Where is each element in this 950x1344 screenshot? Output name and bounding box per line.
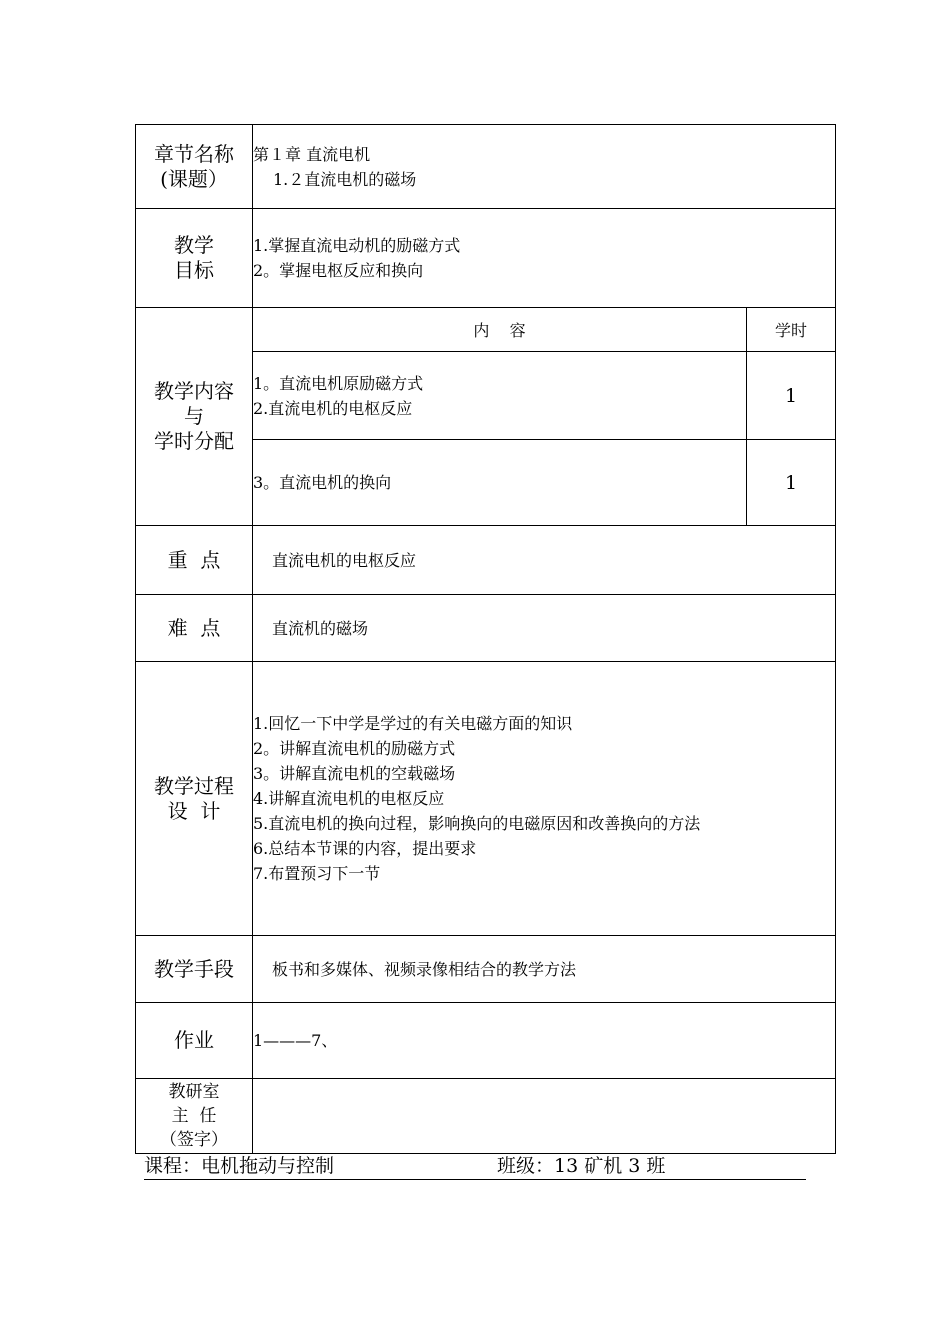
content-item-hours: 1: [747, 440, 836, 526]
content-item-line: 3。直流电机的换向: [253, 473, 392, 492]
signature-row: [136, 1079, 836, 1154]
signature-field[interactable]: [253, 1079, 836, 1154]
course-footer: [144, 1153, 806, 1180]
difficulty-label: 难 点: [136, 595, 253, 662]
content-column-header: 内 容: [253, 308, 747, 352]
homework-label: 作业: [136, 1003, 253, 1079]
chapter-label: [136, 125, 253, 209]
process-label-line: 教学过程: [154, 773, 234, 798]
signature-label-line: 教研室: [168, 1082, 220, 1102]
course-name: 课程：电机拖动与控制: [144, 1155, 335, 1177]
goals-value: [253, 209, 836, 308]
difficulty-value: 直流机的磁场: [253, 595, 836, 662]
goal-item: 1.掌握直流电动机的励磁方式: [253, 236, 461, 255]
content-item: [253, 352, 747, 440]
process-step: 7.布置预习下一节: [253, 864, 381, 883]
content-item-line: 1。直流电机原励磁方式: [253, 373, 424, 393]
content-item-line: 2.直流电机的电枢反应: [253, 398, 413, 418]
chapter-label-line: (课题）: [160, 166, 228, 191]
chapter-label-line: 章节名称: [154, 141, 234, 166]
goals-label-line: 目标: [174, 258, 214, 282]
lesson-plan-table: [135, 124, 836, 1154]
process-step: 1.回忆一下中学是学过的有关电磁方面的知识: [253, 714, 573, 733]
process-step: 3。讲解直流电机的空载磁场: [253, 764, 456, 783]
process-label: [136, 662, 253, 936]
process-row: [136, 662, 836, 936]
process-value: [253, 662, 836, 936]
process-label-line: 设 计: [167, 798, 221, 823]
content-label-line: 学时分配: [154, 429, 234, 453]
signature-label: [136, 1079, 253, 1154]
goals-label-line: 教学: [174, 233, 214, 257]
key-point-row: [136, 526, 836, 595]
key-point-label: 重 点: [136, 526, 253, 595]
chapter-title: 第１章 直流电机: [253, 144, 371, 164]
class-name: 班级：13 矿机 3 班: [497, 1155, 666, 1177]
key-point-value: 直流电机的电枢反应: [253, 526, 836, 595]
process-step: 5.直流电机的换向过程，影响换向的电磁原因和改善换向的方法: [253, 814, 701, 833]
section-title: 1.２直流电机的磁场: [273, 169, 417, 189]
goals-row: [136, 209, 836, 308]
content-item-hours: 1: [747, 352, 836, 440]
homework-row: [136, 1003, 836, 1079]
methods-row: [136, 936, 836, 1003]
content-header-row: [136, 308, 836, 352]
difficulty-row: [136, 595, 836, 662]
content-label: [136, 308, 253, 526]
hours-column-header: 学时: [747, 308, 836, 352]
process-step: 4.讲解直流电机的电枢反应: [253, 789, 445, 808]
signature-label-line: 主 任: [171, 1106, 217, 1126]
chapter-row: [136, 125, 836, 209]
goals-label: [136, 209, 253, 308]
chapter-value: [253, 125, 836, 209]
process-step: 2。讲解直流电机的励磁方式: [253, 739, 456, 758]
content-item: [253, 440, 747, 526]
methods-value: 板书和多媒体、视频录像相结合的教学方法: [253, 936, 836, 1003]
content-label-line: 与: [184, 404, 204, 428]
content-label-line: 教学内容: [154, 379, 234, 403]
signature-label-line: （签字）: [160, 1130, 228, 1150]
goal-item: 2。掌握电枢反应和换向: [253, 261, 424, 280]
process-step: 6.总结本节课的内容，提出要求: [253, 839, 477, 858]
homework-value: 1———7、: [253, 1003, 836, 1079]
methods-label: 教学手段: [136, 936, 253, 1003]
